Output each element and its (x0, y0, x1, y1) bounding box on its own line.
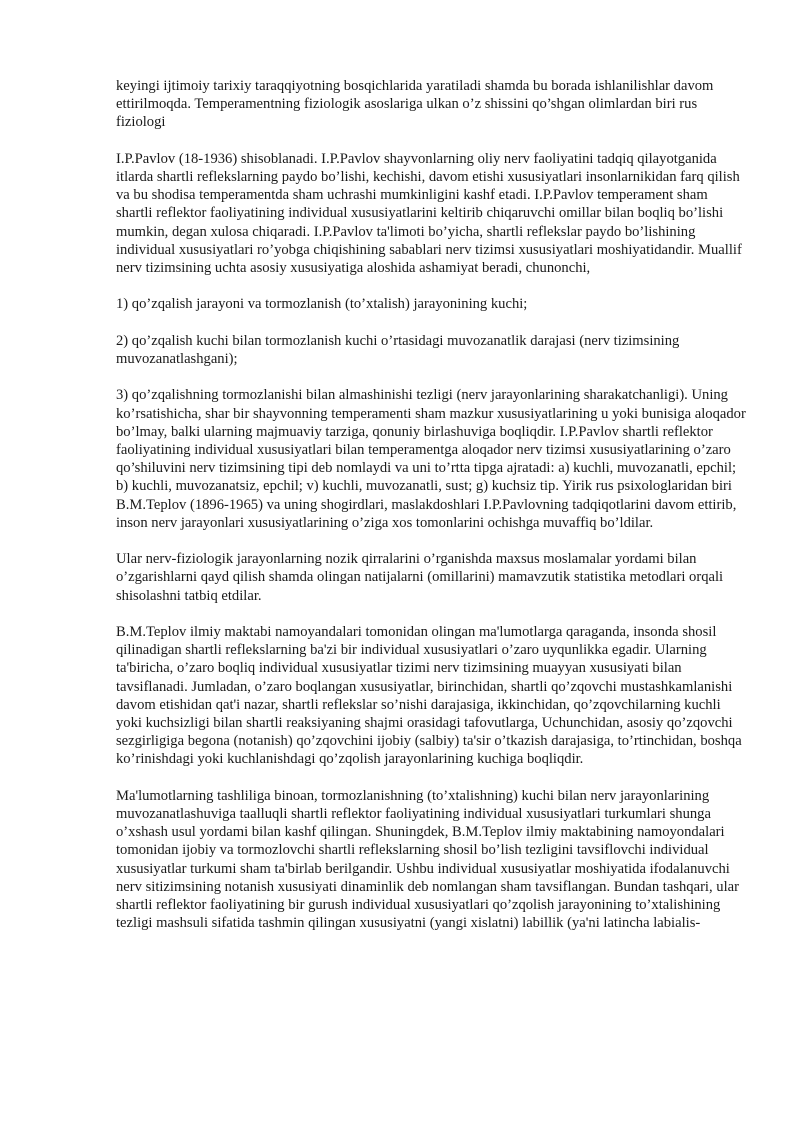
paragraph: keyingi ijtimoiy tarixiy taraqqiyotning bosqichlarida yaratiladi shamda bu borada ishlanilishlar davom ettirilmoqda. Temperamentning fiziologik asoslariga ulkan o’z shissini qo’shgan olimlardan biri rus fiziologi (116, 78, 714, 131)
paragraph: 1) qo’zqalish jarayoni va tormozlanish (to’xtalish) jarayonining kuchi; (116, 296, 528, 313)
paragraph: Ma'lumotlarning tashliliga binoan, tormozlanishning (to’xtalishning) kuchi bilan nerv jarayonlarining muvozanatlashuviga taalluqli shartli reflektor faoliyatining individual xususiyatlari turkumlari shunga o’xshash usul yordami bilan kashf qilingan. Shuningdek, B.M.Teplov ilmiy maktabining namoyondalari tomonidan ijobiy va tormozlovchi shartli reflekslarning shosil bo’lish tezligini tavsiflovchi individual xususiyatlar turkumi sham ta'birlab berilgandir. Ushbu individual xususiyatlar moshiyatida ifodalanuvchi nerv sitizimsining notanish xususiyati dinaminlik deb nomlangan sham tavsiflangan. Bundan tashqari, ular shartli reflektor faoliyatining bir gurush individual xususiyatlari qo’zqolish jarayonining to’xtalishining tezligi mashsuli sifatida tashmin qilingan xususiyatni (yangi xislatni) labillik (ya'ni latincha labialis- (116, 787, 739, 932)
paragraph: 2) qo’zqalish kuchi bilan tormozlanish kuchi o’rtasidagi muvozanatlik darajasi (nerv tizimsining muvozanatlashgani); (116, 332, 680, 367)
paragraph: I.P.Pavlov (18-1936) shisoblanadi. I.P.Pavlov shayvonlarning oliy nerv faoliyatini tadqiq qilayotganida itlarda shartli reflekslarning paydo bo’lishi, kechishi, davom etishi xususiyatlari insonlarnikidan farq qilish va bu shodisa temperamentda sham uchrashi mumkinligini kashf etadi. I.P.Pavlov temperament sham shartli reflektor faoliyatining individual xususiyatlarini keltirib chiqaruvchi omillar bilan boqliq bo’lishi mumkin, degan xulosa chiqaradi. I.P.Pavlov ta'limoti bo’yicha, shartli reflekslar paydo bo’lishining individual xususiyatlari ro’yobga chiqishining sabablari nerv tizimsi xususiyatlari moshiyatidandir. Muallif nerv tizimsining uchta asosiy xususiyatiga aloshida ashamiyat beradi, chunonchi, (116, 150, 742, 277)
paragraph: 3) qo’zqalishning tormozlanishi bilan almashinishi tezligi (nerv jarayonlarining sharakatchanligi). Uning ko’rsatishicha, shar bir shayvonning temperamenti sham mazkur xususiyatlarining u yoki bunisiga aloqador bo’lmay, balki ularning majmuaviy tarziga, qonuniy birlashuviga boqliqdir. I.P.Pavlov shartli reflektor faoliyatining individual xususiyatlari bilan temperamentga aloqador nerv tizimsi xususiyatlarining o’zaro qo’shiluvini nerv tizimsining tipi deb nomlaydi va uni to’rtta tipga ajratadi: a) kuchli, muvozanatli, epchil; b) kuchli, muvozanatsiz, epchil; v) kuchli, muvozanatli, sust; g) kuchsiz tip. Yirik rus psixologlaridan biri B.M.Teplov (1896-1965) va uning shogirdlari, maslakdoshlari I.P.Pavlovning tadqiqotlarini davom ettirib, inson nerv jarayonlari xususiyatlarining o’ziga xos tomonlarini ochishga muvaffiq bo’ldilar. (116, 387, 746, 531)
paragraph: B.M.Teplov ilmiy maktabi namoyandalari tomonidan olingan ma'lumotlarga qaraganda, insonda shosil qilinadigan shartli reflekslarning ba'zi bir individual xususiyatlari o’zaro uyqunlikka egadir. Ularning ta'biricha, o’zaro boqliq individual xususiyatlar tizimi nerv tizimsining muayyan xususiyati bilan tavsiflanadi. Jumladan, o’zaro boqlangan xususiyatlar, birinchidan, shartli qo’zqovchi mustashkamlanishi davom etishidan qat'i nazar, shartli reflekslar so’nishi darajasiga, ikkinchidan, qo’zqovchilarning kuchli yoki kuchsizligi bilan shartli reaksiyaning shajmi orasidagi tafovutlarga, Uchunchidan, asosiy qo’zqovchi sezgirligiga begona (notanish) qo’zqovchini ijobiy (salbiy) ta'sir o’tkazish darajasiga, to’rtinchidan, boshqa ko’rinishdagi yoki kuchlanishdagi qo’zqolish jarayonlarining kuchiga boqliqdir. (116, 624, 742, 768)
document-body (116, 77, 746, 932)
paragraph: Ular nerv-fiziologik jarayonlarning nozik qirralarini o’rganishda maxsus moslamalar yordami bilan o’zgarishlarni qayd qilish shamda olingan natijalarni (omillarini) mamavzutik statistika metodlari orqali shisolashni tatbiq etdilar. (116, 551, 724, 604)
